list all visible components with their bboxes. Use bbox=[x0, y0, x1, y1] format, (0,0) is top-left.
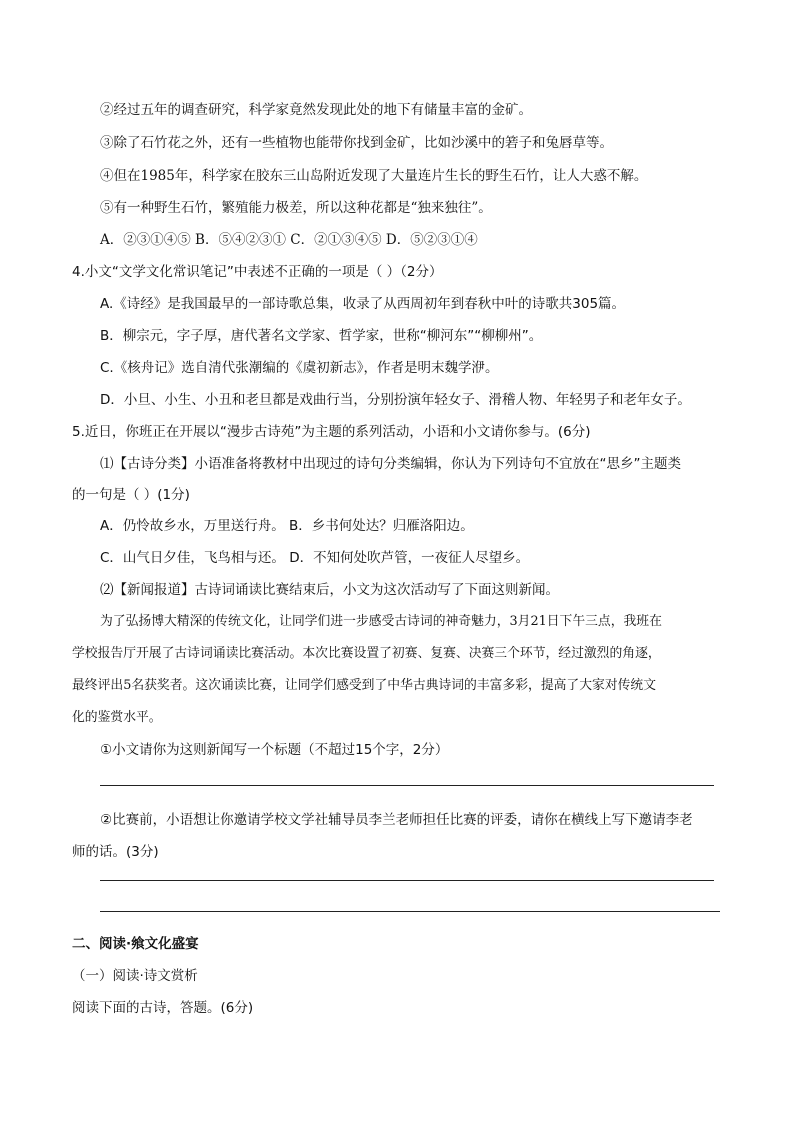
q5-sub1-line2: 的一句是（ ）(1分) bbox=[72, 487, 190, 503]
task1-answer-line[interactable] bbox=[100, 785, 714, 786]
task2-prompt-line1: ②比赛前，小语想让你邀请学校文学社辅导员李兰老师担任比赛的评委，请你在横线上写下邀请李老 bbox=[100, 812, 693, 828]
q5-sub1-options-row1: A．仍怜故乡水，万里送行舟。 B．乡书何处达？归雁洛阳边。 bbox=[100, 518, 474, 534]
q5-stem: 5.近日，你班正在开展以“漫步古诗苑”为主题的系列活动，小语和小文请你参与。(6分) bbox=[72, 424, 591, 440]
news-line-1: 为了弘扬博大精深的传统文化，让同学们进一步感受古诗词的神奇魅力，3月21日下午三点，我班在 bbox=[100, 614, 662, 629]
q4-option-b: B．柳宗元，字子厚，唐代著名文学家、哲学家，世称“柳河东”“柳柳州”。 bbox=[100, 328, 543, 344]
q3-item-5: ⑤有一种野生石竹，繁殖能力极差，所以这种花都是“独来独往”。 bbox=[100, 200, 492, 216]
q4-option-d: D．小旦、小生、小丑和老旦都是戏曲行当，分别扮演年轻女子、滑稽人物、年轻男子和老年女子。 bbox=[100, 392, 691, 408]
news-line-3: 最终评出5名获奖者。这次诵读比赛，让同学们感受到了中华古典诗词的丰富多彩，提高了大家对传统文 bbox=[72, 678, 657, 693]
section2-instruction: 阅读下面的古诗，答题。(6分) bbox=[72, 1000, 254, 1016]
news-line-4: 化的鉴赏水平。 bbox=[72, 710, 162, 725]
section2-subtitle: （一）阅读·诗文赏析 bbox=[72, 968, 198, 984]
q3-item-4: ④但在1985年，科学家在胶东三山岛附近发现了大量连片生长的野生石竹，让人大惑不解。 bbox=[100, 168, 648, 184]
q5-sub1-options-row2: C．山气日夕佳，飞鸟相与还。 D．不知何处吹芦管，一夜征人尽望乡。 bbox=[100, 550, 530, 566]
task2-answer-line-1[interactable] bbox=[100, 880, 714, 881]
task2-prompt-line2: 师的话。(3分) bbox=[72, 844, 159, 860]
q3-item-2: ②经过五年的调查研究，科学家竟然发现此处的地下有储量丰富的金矿。 bbox=[100, 102, 532, 118]
q3-item-3: ③除了石竹花之外，还有一些植物也能带你找到金矿，比如沙溪中的箬子和兔唇草等。 bbox=[100, 135, 613, 151]
q5-sub2-intro: ⑵【新闻报道】古诗词诵读比赛结束后，小文为这次活动写了下面这则新闻。 bbox=[100, 582, 559, 598]
task2-answer-line-2[interactable] bbox=[100, 911, 720, 912]
q5-sub1-line1: ⑴【古诗分类】小语准备将教材中出现过的诗句分类编辑，你认为下列诗句不宜放在“思乡”主题类 bbox=[100, 456, 681, 472]
news-line-2: 学校报告厅开展了古诗词诵读比赛活动。本次比赛设置了初赛、复赛、决赛三个环节，经过激烈的角逐， bbox=[72, 646, 661, 661]
q4-option-a: A.《诗经》是我国最早的一部诗歌总集，收录了从西周初年到春秋中叶的诗歌共305篇。 bbox=[100, 296, 626, 312]
q4-stem: 4.小文“文学文化常识笔记”中表述不正确的一项是（ ）（2分） bbox=[72, 264, 443, 280]
q3-options: A．②③①④⑤ B．⑤④②③① C．②①③④⑤ D．⑤②③①④ bbox=[100, 232, 478, 248]
task1-prompt: ①小文请你为这则新闻写一个标题（不超过15个字，2分） bbox=[100, 742, 449, 758]
q4-option-c: C.《核舟记》选自清代张潮编的《虞初新志》，作者是明末魏学洢。 bbox=[100, 360, 499, 376]
section2-title: 二、阅读·飨文化盛宴 bbox=[72, 936, 199, 952]
